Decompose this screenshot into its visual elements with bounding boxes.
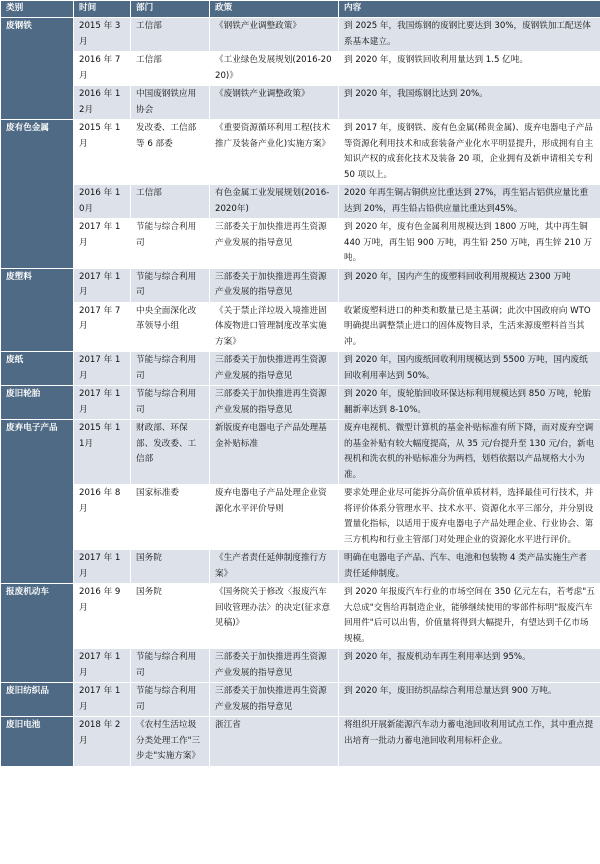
content-cell: 到 2020 年，报废机动车再生利用率达到 95%。 (339, 649, 600, 683)
policy-cell: 三部委关于加快推进再生资源产业发展的指导意见 (210, 386, 339, 420)
table-row (1, 86, 600, 120)
table-row (1, 649, 600, 683)
header-category: 类别 (1, 1, 74, 18)
department-cell: 节能与综合利用司 (131, 219, 210, 269)
content-cell: 到 2017 年，废钢铁、废有色金属(稀贵金属)、废弃电器电子产品等资源化利用技术和成套装备产业化水平明显提升，形成拥有自主知识产权的成套化技术及装备 20 项，企业拥有及新申请相关专利 50 项以上。 (339, 120, 600, 185)
content-cell: 到 2025 年，我国炼钢的废钢比要达到 30%，废钢铁加工配送体系基本建立。 (339, 18, 600, 52)
policy-cell: 《钢铁产业调整政策》 (210, 18, 339, 52)
table-row (1, 386, 600, 420)
content-cell: 到 2020 年报废汽车行业的市场空间在 350 亿元左右，若考虑"五大总成"交售给再制造企业，能够继续使用的零部件标明"报废汽车回用件"后可以出售，价值量将得到大幅提升，有望达到千亿市场规模。 (339, 584, 600, 649)
policy-cell: 《工业绿色发展规划(2016-2020)》 (210, 52, 339, 86)
content-cell: 明确在电器电子产品、汽车、电池和包装物 4 类产品实施生产者责任延伸制度。 (339, 550, 600, 584)
time-cell: 2017 年 1月 (74, 219, 131, 269)
content-cell: 将组织开展新能源汽车动力蓄电池回收利用试点工作，其中重点提出培育一批动力蓄电池回收利用标杆企业。 (339, 717, 600, 767)
table-row (1, 485, 600, 550)
time-cell: 2016 年 7月 (74, 52, 131, 86)
category-cell: 废纸 (1, 352, 74, 386)
content-cell: 到 2020 年，我国炼钢比达到 20%。 (339, 86, 600, 120)
category-cell: 报废机动车 (1, 584, 74, 683)
time-cell: 2016 年 10月 (74, 185, 131, 219)
department-cell: 《农村生活垃圾分类处理工作"三步走"实施方案》 (131, 717, 210, 767)
department-cell: 节能与综合利用司 (131, 352, 210, 386)
policy-cell: 浙江省 (210, 717, 339, 767)
category-cell: 废钢铁 (1, 18, 74, 120)
header-policy: 政策 (210, 1, 339, 18)
content-cell: 到 2020 年，废有色金属利用规模达到 1800 万吨，其中再生铜 440 万吨，再生铝 900 万吨，再生铅 250 万吨，再生锌 210 万吨。 (339, 219, 600, 269)
policy-cell: 《重要资源循环利用工程(技术推广及装备产业化)实施方案》 (210, 120, 339, 185)
header-content: 内容 (339, 1, 600, 18)
time-cell: 2015 年 11月 (74, 420, 131, 485)
department-cell: 节能与综合利用司 (131, 683, 210, 717)
content-cell: 到 2020 年，废钢铁回收利用量达到 1.5 亿吨。 (339, 52, 600, 86)
category-cell: 废旧轮胎 (1, 386, 74, 420)
time-cell: 2015 年 3月 (74, 18, 131, 52)
department-cell: 工信部 (131, 52, 210, 86)
time-cell: 2016 年 9月 (74, 584, 131, 649)
time-cell: 2017 年 1月 (74, 550, 131, 584)
category-cell: 废塑料 (1, 268, 74, 352)
policy-cell: 三部委关于加快推进再生资源产业发展的指导意见 (210, 219, 339, 269)
category-cell: 废弃电子产品 (1, 420, 74, 584)
department-cell: 节能与综合利用司 (131, 386, 210, 420)
policy-cell: 废弃电器电子产品处理企业资源化水平评价导则 (210, 485, 339, 550)
table-row (1, 352, 600, 386)
content-cell: 收紧废塑料进口的种类和数量已是主基调；此次中国政府向 WTO 明确提出调整禁止进口的固体废物目录，生活来源废塑料首当其冲。 (339, 302, 600, 352)
policy-cell: 《废钢铁产业调整政策》 (210, 86, 339, 120)
content-cell: 要求处理企业尽可能拆分高价值单质材料，选择最佳可行技术，并将评价体系分管理水平、技术水平、资源化水平三部分，并分别设置量化指标，以适用于废弃电器电子产品处理企业、行业协会、第三方机构和行业主管部门对处理企业的资源化水平进行评价。 (339, 485, 600, 550)
content-cell: 到 2020 年，国内废纸回收利用规模达到 5500 万吨，国内废纸回收利用率达到 50%。 (339, 352, 600, 386)
content-cell: 到 2020 年，国内产生的废塑料回收利用规模达 2300 万吨 (339, 268, 600, 302)
time-cell: 2016 年 8月 (74, 485, 131, 550)
department-cell: 中国废钢铁应用协会 (131, 86, 210, 120)
time-cell: 2017 年 1月 (74, 268, 131, 302)
table-row (1, 52, 600, 86)
department-cell: 节能与综合利用司 (131, 649, 210, 683)
department-cell: 节能与综合利用司 (131, 268, 210, 302)
department-cell: 工信部 (131, 185, 210, 219)
header-row (1, 1, 600, 18)
time-cell: 2017 年 1月 (74, 352, 131, 386)
policy-cell: 三部委关于加快推进再生资源产业发展的指导意见 (210, 268, 339, 302)
table-row (1, 18, 600, 52)
content-cell: 废弃电视机、微型计算机的基金补贴标准有所下降，而对废弃空调的基金补贴有较大幅度提高，从 35 元/台提升至 130 元/台，新电视机和洗衣机的补贴标准分为两档，划档依据以产品规格大小为准。 (339, 420, 600, 485)
time-cell: 2017 年 1月 (74, 683, 131, 717)
department-cell: 工信部 (131, 18, 210, 52)
time-cell: 2016 年 12月 (74, 86, 131, 120)
table-row (1, 584, 600, 649)
department-cell: 国家标准委 (131, 485, 210, 550)
department-cell: 财政部、环保部、发改委、工信部 (131, 420, 210, 485)
policy-cell: 三部委关于加快推进再生资源产业发展的指导意见 (210, 683, 339, 717)
time-cell: 2017 年 1月 (74, 386, 131, 420)
content-cell: 2020 年再生铜占铜供应比重达到 27%，再生铝占铝供应量比重达到 20%，再生铅占铅供应量比重达到45%。 (339, 185, 600, 219)
policy-cell: 三部委关于加快推进再生资源产业发展的指导意见 (210, 352, 339, 386)
department-cell: 中央全面深化改革领导小组 (131, 302, 210, 352)
time-cell: 2015 年 1月 (74, 120, 131, 185)
policy-cell: 《国务院关于修改〈报废汽车回收管理办法〉的决定(征求意见稿)》 (210, 584, 339, 649)
policy-cell: 三部委关于加快推进再生资源产业发展的指导意见 (210, 649, 339, 683)
category-cell: 废有色金属 (1, 120, 74, 269)
policy-cell: 《生产者责任延伸制度推行方案》 (210, 550, 339, 584)
category-cell: 废旧纺织品 (1, 683, 74, 717)
table-row (1, 268, 600, 302)
content-cell: 到 2020 年，废轮胎回收环保达标利用规模达到 850 万吨，轮胎翻新率达到 8-10%。 (339, 386, 600, 420)
policy-cell: 新版废弃电器电子产品处理基金补贴标准 (210, 420, 339, 485)
table-row (1, 683, 600, 717)
table-row (1, 717, 600, 767)
time-cell: 2018 年 2月 (74, 717, 131, 767)
time-cell: 2017 年 1月 (74, 649, 131, 683)
table-row (1, 302, 600, 352)
table-row (1, 120, 600, 185)
table-row (1, 185, 600, 219)
table-row (1, 219, 600, 269)
table-row (1, 550, 600, 584)
time-cell: 2017 年 7月 (74, 302, 131, 352)
policy-cell: 有色金属工业发展规划(2016-2020年) (210, 185, 339, 219)
department-cell: 国务院 (131, 584, 210, 649)
category-cell: 废旧电池 (1, 717, 74, 767)
content-cell: 到 2020 年，废旧纺织品综合利用总量达到 900 万吨。 (339, 683, 600, 717)
header-time: 时间 (74, 1, 131, 18)
table-row (1, 420, 600, 485)
header-department: 部门 (131, 1, 210, 18)
department-cell: 发改委、工信部等 6 部委 (131, 120, 210, 185)
department-cell: 国务院 (131, 550, 210, 584)
policy-cell: 《关于禁止洋垃圾入境推进固体废物进口管理制度改革实施方案》 (210, 302, 339, 352)
